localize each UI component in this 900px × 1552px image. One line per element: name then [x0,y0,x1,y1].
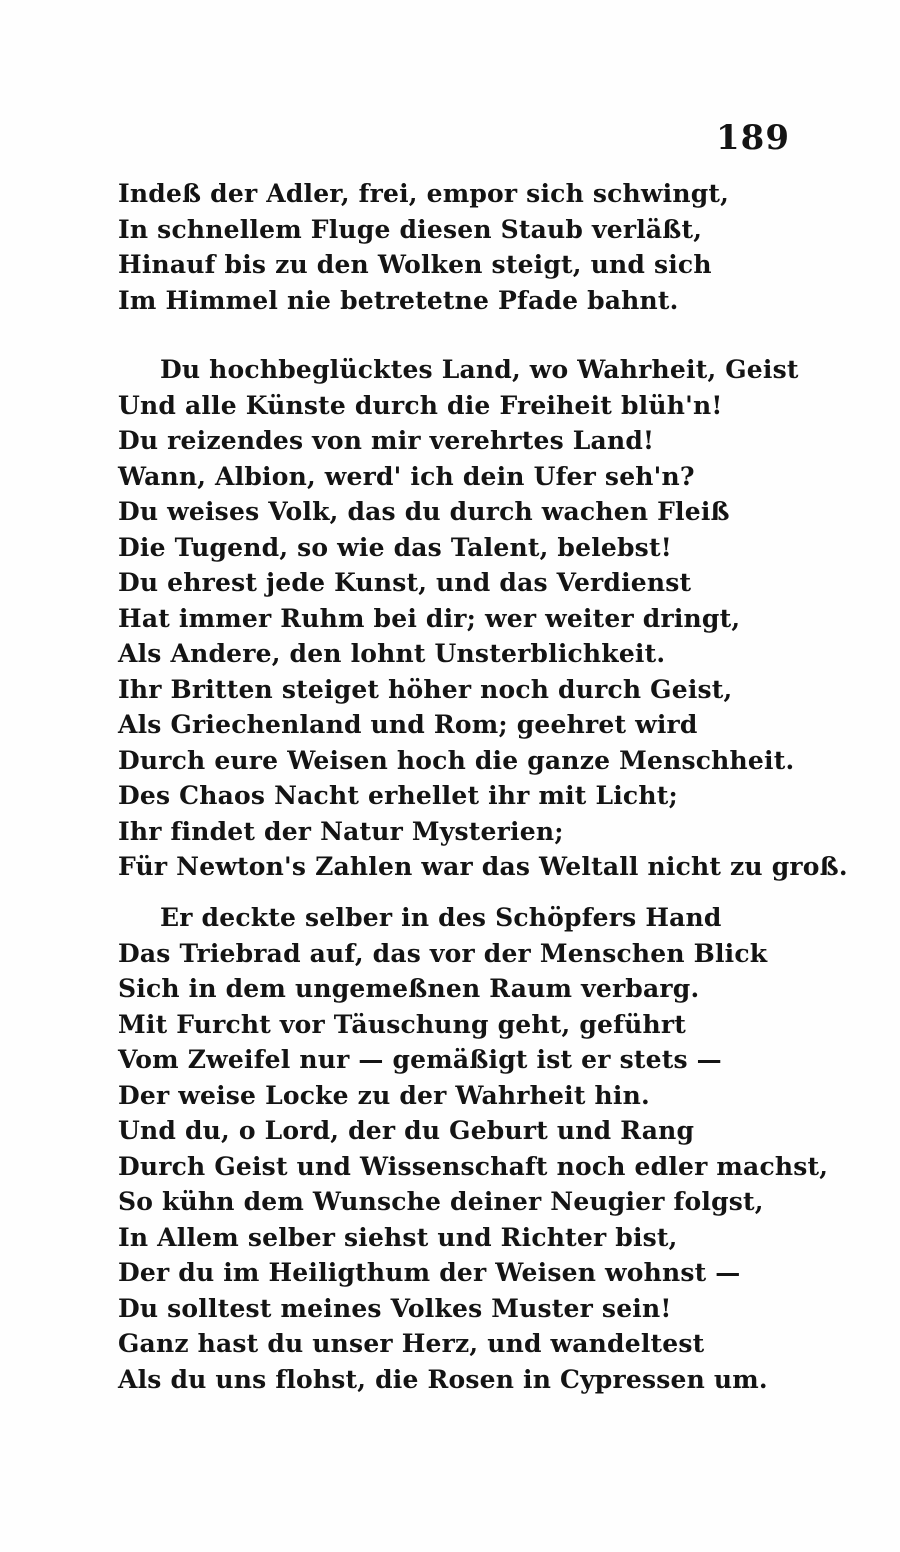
verse-line: Im Himmel nie betretetne Pfade bahnt. [118,285,679,315]
verse-line: Des Chaos Nacht erhellet ihr mit Licht; [118,781,678,810]
verse-line: So kühn dem Wunsche deiner Neugier folgst, [118,1187,764,1216]
verse-line: Du solltest meines Volkes Muster sein! [118,1293,672,1323]
verse-line: Vom Zweifel nur — gemäßigt ist er stets — [118,1045,722,1074]
verse-line: Du ehrest jede Kunst, und das Verdienst [118,568,692,597]
verse-line: Als Griechenland und Rom; geehret wird [118,710,698,739]
verse-line: Und du, o Lord, der du Geburt und Rang [118,1116,695,1145]
verse-line: Und alle Künste durch die Freiheit blüh'n! [118,390,723,420]
verse-line: Als Andere, den lohnt Unsterblichkeit. [118,639,666,668]
verse-line: Ihr Britten steiget höher noch durch Geist, [118,674,733,704]
verse-line: In schnellem Fluge diesen Staub verläßt, [118,214,703,244]
verse-line: Das Triebrad auf, das vor der Menschen Blick [118,938,768,968]
verse-line: Für Newton's Zahlen war das Weltall nicht zu groß. [118,852,848,881]
verse-line: Du hochbeglücktes Land, wo Wahrheit, Geist [160,355,799,384]
verse-line: Als du uns flohst, die Rosen in Cypressen um. [118,1364,768,1394]
verse-line: Mit Furcht vor Täuschung geht, geführt [118,1009,686,1039]
verse-line: In Allem selber siehst und Richter bist, [118,1222,678,1252]
verse-line: Er deckte selber in des Schöpfers Hand [160,903,722,932]
verse-line: Du weises Volk, das du durch wachen Fleiß [118,497,730,526]
verse-line: Der weise Locke zu der Wahrheit hin. [118,1080,650,1110]
verse-line: Sich in dem ungemeßnen Raum verbarg. [118,974,700,1003]
page-number: 189 [716,118,790,158]
verse-line: Indeß der Adler, frei, empor sich schwingt, [118,179,730,208]
verse-line: Ihr findet der Natur Mysterien; [118,816,564,846]
stanza-2 [118,352,848,885]
verse-line: Hinauf bis zu den Wolken steigt, und sich [118,250,712,279]
verse-line: Du reizendes von mir verehrtes Land! [118,426,655,455]
verse-line: Ganz hast du unser Herz, und wandeltest [118,1329,705,1358]
verse-line: Durch Geist und Wissenschaft noch edler machst, [118,1151,829,1181]
verse-line: Der du im Heiligthum der Weisen wohnst — [118,1258,741,1287]
verse-line: Durch eure Weisen hoch die ganze Menschheit. [118,745,795,775]
verse-line: Hat immer Ruhm bei dir; wer weiter dringt, [118,603,741,633]
stanza-3 [118,900,829,1397]
verse-line: Wann, Albion, werd' ich dein Ufer seh'n? [118,461,695,491]
stanza-1 [118,176,798,318]
verse-line: Die Tugend, so wie das Talent, belebst! [118,532,672,562]
